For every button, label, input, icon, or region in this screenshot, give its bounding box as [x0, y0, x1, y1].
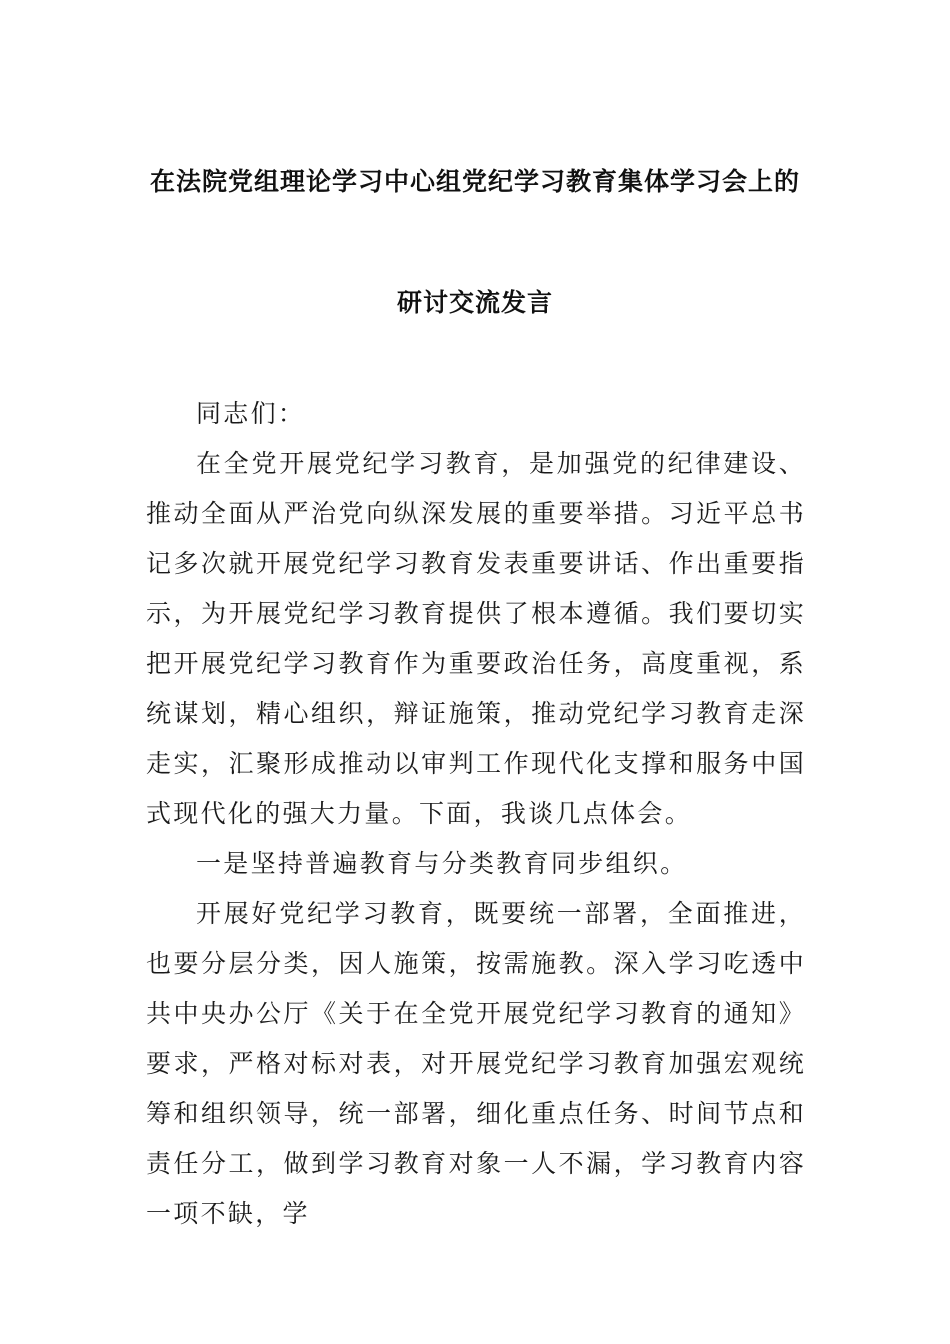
document-body [146, 389, 806, 1239]
salutation: 同志们： [196, 399, 306, 428]
paragraph-intro: 在全党开展党纪学习教育，是加强党的纪律建设、推动全面从严治党向纵深发展的重要举措。习近平总书记多次就开展党纪学习教育发表重要讲话、作出重要指示，为开展党纪学习教育提供了根本遵循。我们要切实把开展党纪学习教育作为重要政治任务，高度重视，系统谋划，精心组织，辩证施策，推动党纪学习教育走深走实，汇聚形成推动以审判工作现代化支撑和服务中国式现代化的强大力量。下面，我谈几点体会。 [146, 449, 806, 828]
document-title-line-2: 研讨交流发言 [396, 288, 553, 317]
document-title-line-1: 在法院党组理论学习中心组党纪学习教育集体学习会上的 [149, 167, 800, 196]
paragraph-section-1: 开展好党纪学习教育，既要统一部署，全面推进，也要分层分类，因人施策，按需施教。深入学习吃透中共中央办公厅《关于在全党开展党纪学习教育的通知》要求，严格对标对表，对开展党纪学习教育加强宏观统筹和组织领导，统一部署，细化重点任务、时间节点和责任分工，做到学习教育对象一人不漏，学习教育内容一项不缺，学 [146, 899, 806, 1228]
section-heading-1: 一是坚持普遍教育与分类教育同步组织。 [196, 849, 688, 878]
